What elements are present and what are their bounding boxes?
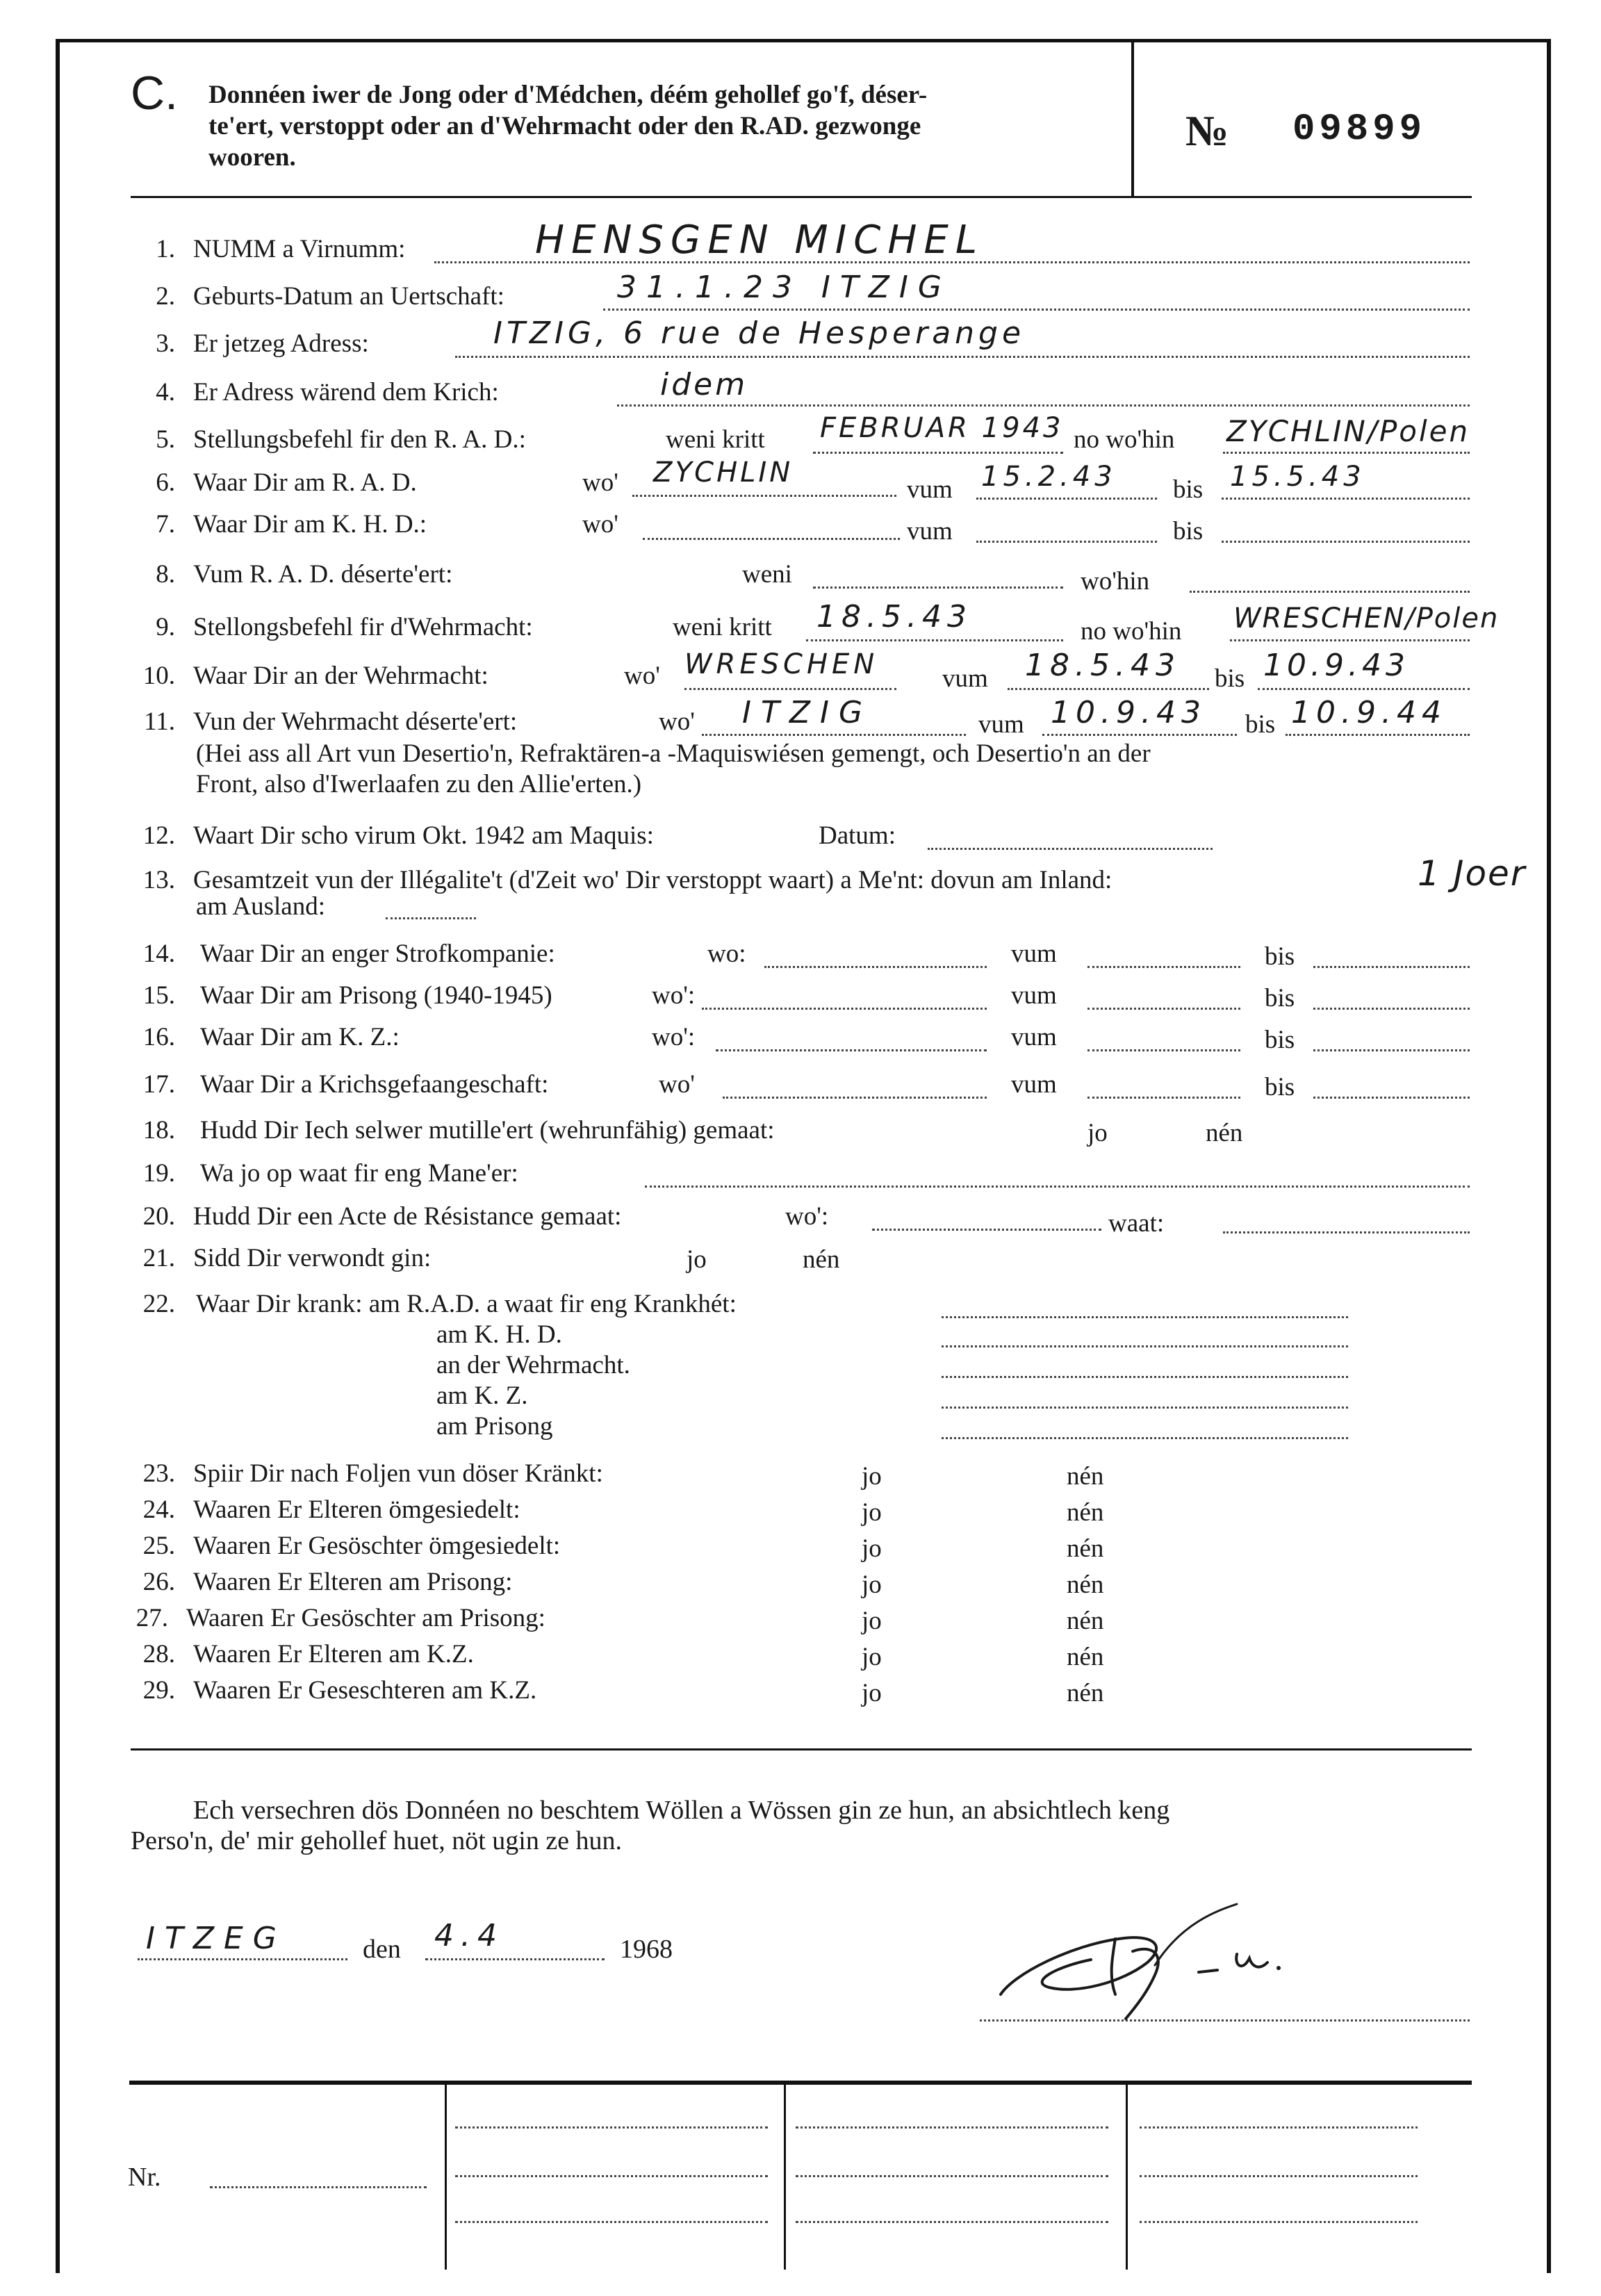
strofkompanie-label: Waar Dir an enger Strofkompanie: [200,940,555,968]
row-25-number: 25. [142,1532,175,1560]
wehrmacht-order-weni-value: 18.5.43 [816,599,972,634]
footer-top-rule [129,2081,1472,2085]
mutilation-label: Hudd Dir Iech selwer mutille'ert (wehrunfähig) gemaat: [200,1116,775,1145]
row-19-number: 19. [142,1159,175,1188]
birth-label: Geburts-Datum an Uertschaft: [193,282,504,311]
rad-service-label: Waar Dir am R. A. D. [193,468,417,497]
illness-khd-label: am K. H. D. [436,1320,562,1349]
rad-service-vum-line[interactable] [976,498,1157,500]
pow-wo-line[interactable] [723,1097,987,1099]
section-letter: C. [131,67,178,120]
war-address-value: idem [660,367,748,402]
pow-bis-line[interactable] [1313,1097,1470,1099]
after-effects-nen-option[interactable]: nén [1067,1462,1104,1491]
illness-prisong-label: am Prisong [436,1412,553,1441]
resistance-waat-label: waat: [1108,1209,1165,1238]
prisong-wo-line[interactable] [702,1008,987,1010]
maquis-datum-line[interactable] [928,848,1213,850]
wehrmacht-service-wo-value: WRESCHEN [684,648,879,680]
row-17-number: 17. [142,1070,175,1099]
wehrmacht-desert-vum-line[interactable] [1042,734,1237,736]
khd-vum-label: vum [907,517,953,546]
siblings-resettled-jo-option[interactable]: jo [862,1534,882,1563]
illegality-ausland-line[interactable] [386,917,476,919]
date-value: 4.4 [434,1918,504,1953]
row-8-number: 8. [156,560,175,589]
wehrmacht-service-wo-label: wo' [624,662,660,690]
row-12-number: 12. [142,821,175,850]
wehrmacht-desert-bis-value: 10.9.44 [1291,695,1447,730]
parents-resettled-jo-option[interactable]: jo [862,1498,882,1527]
after-effects-label: Spiir Dir nach Foljen vun döser Kränkt: [193,1459,603,1488]
prisong-vum-line[interactable] [1087,1008,1240,1010]
row-13-number: 13. [142,866,175,894]
rad-service-vum-label: vum [907,475,953,504]
kz-bis-label: bis [1265,1026,1295,1054]
wehrmacht-service-label: Waar Dir an der Wehrmacht: [193,662,488,690]
row-3-number: 3. [156,329,175,358]
wehrmacht-service-bis-line[interactable] [1258,688,1470,690]
siblings-kz-jo-option[interactable]: jo [862,1679,882,1707]
prisong-wo-label: wo': [652,981,696,1010]
prisong-bis-label: bis [1265,984,1295,1012]
illegality-ausland-label: am Ausland: [196,892,326,921]
footer-cell-2-line-1[interactable] [796,2126,1108,2129]
prisong-label: Waar Dir am Prisong (1940-1945) [200,981,552,1010]
header-title-line1: Donnéen iwer de Jong oder d'Médchen, déém gehollef go'f, déser- [208,81,928,109]
row-24-number: 24. [142,1495,175,1524]
pow-wo-label: wo' [659,1070,695,1099]
pow-vum-line[interactable] [1087,1097,1240,1099]
footer-cell-2-line-3[interactable] [796,2221,1108,2223]
row-9-number: 9. [156,613,175,641]
wounded-label: Sidd Dir verwondt gin: [193,1244,432,1272]
address-label: Er jetzeg Adress: [193,329,369,358]
row-27-number: 27. [136,1604,168,1632]
declaration-line2: Perso'n, de' mir gehollef huet, nöt ugin ze hun. [131,1826,623,1855]
strofkompanie-vum-label: vum [1011,940,1057,968]
address-value: ITZIG, 6 rue de Hesperange [493,315,1026,351]
khd-label: Waar Dir am K. H. D.: [193,510,427,539]
declaration-rule [131,1748,1472,1750]
rad-service-vum-value: 15.2.43 [981,461,1117,493]
parents-prison-label: Waaren Er Elteren am Prisong: [193,1568,513,1596]
wounded-jo-option[interactable]: jo [687,1245,707,1274]
rad-order-weni-value: FEBRUAR 1943 [820,412,1064,444]
footer-cell-3-line-1[interactable] [1140,2126,1418,2129]
row-23-number: 23. [142,1459,175,1488]
wehrmacht-desert-bis-line[interactable] [1286,734,1470,736]
siblings-resettled-nen-option[interactable]: nén [1067,1534,1104,1563]
footer-cell-1-line-2[interactable] [455,2175,768,2177]
wehrmacht-desert-label: Vun der Wehrmacht déserte'ert: [193,707,518,736]
row-28-number: 28. [142,1640,175,1668]
wehrmacht-order-weni-line[interactable] [806,639,1063,641]
name-value: HENSGEN MICHEL [535,218,985,263]
parents-resettled-nen-option[interactable]: nén [1067,1498,1104,1527]
rad-desert-weni-line[interactable] [813,587,1063,589]
kz-wo-line[interactable] [716,1049,987,1051]
kz-vum-line[interactable] [1087,1049,1240,1051]
parents-kz-jo-option[interactable]: jo [862,1643,882,1671]
strofkompanie-wo-label: wo: [707,940,746,968]
parents-kz-label: Waaren Er Elteren am K.Z. [193,1640,474,1668]
rad-service-wo-label: wo' [582,468,618,497]
rad-desert-label: Vum R. A. D. déserte'ert: [193,560,453,589]
row-18-number: 18. [142,1116,175,1145]
khd-vum-line[interactable] [976,541,1157,543]
nr-label: Nr. [128,2163,161,2192]
place-value: ITZEG [146,1921,286,1956]
illness-wehrmacht-label: an der Wehrmacht. [436,1351,630,1379]
wehrmacht-order-label: Stellongsbefehl fir d'Wehrmacht: [193,613,533,641]
header-title-line3: wooren. [208,143,296,172]
siblings-resettled-label: Waaren Er Gesöschter ömgesiedelt: [193,1532,561,1560]
wehrmacht-desert-bis-label: bis [1245,710,1276,739]
after-effects-jo-option[interactable]: jo [862,1462,882,1491]
pow-vum-label: vum [1011,1070,1057,1099]
header-rule [131,196,1472,198]
nr-line[interactable] [210,2186,427,2188]
rad-service-bis-value: 15.5.43 [1230,461,1365,493]
rad-service-bis-label: bis [1173,475,1204,504]
birth-field-line[interactable] [603,309,1470,311]
illegality-label: Gesamtzeit vun der Illégalite't (d'Zeit wo' Dir verstoppt waart) a Me'nt: dovun am Inland: [193,866,1113,894]
kz-wo-label: wo': [652,1023,696,1051]
resistance-wo-line[interactable] [872,1229,1101,1231]
row-4-number: 4. [156,378,175,407]
row-11-number: 11. [144,707,175,736]
wounded-nen-option[interactable]: nén [803,1245,840,1274]
rad-order-weni-line[interactable] [813,452,1063,454]
footer-divider-3 [1126,2085,1128,2270]
siblings-kz-label: Waaren Er Geseschteren am K.Z. [193,1676,537,1705]
rad-service-wo-value: ZYCHLIN [653,457,794,489]
footer-divider-1 [445,2085,447,2270]
desertion-note-line1: (Hei ass all Art vun Desertio'n, Refraktären-a -Maquiswiésen gemengt, och Desertio'n an der [196,739,1151,768]
signature-graphic [973,1890,1292,2022]
wehrmacht-service-bis-value: 10.9.43 [1263,648,1409,683]
footer-cell-1-line-3[interactable] [455,2221,768,2223]
row-6-number: 6. [156,468,175,497]
wehrmacht-desert-vum-value: 10.9.43 [1051,695,1206,730]
den-label: den [363,1935,401,1964]
parents-prison-jo-option[interactable]: jo [862,1571,882,1599]
header-title-line2: te'ert, verstoppt oder an d'Wehrmacht oder den R.AD. gezwonge [208,112,921,140]
year-label: 1968 [620,1935,673,1964]
form-number: 09899 [1292,108,1427,151]
prisong-vum-label: vum [1011,981,1057,1010]
declaration-line1: Ech versechren dös Donnéen no beschtem Wöllen a Wössen gin ze hun, an absichtlech keng [193,1796,1170,1825]
row-22-number: 22. [142,1290,175,1318]
resistance-label: Hudd Dir een Acte de Résistance gemaat: [193,1202,622,1231]
rad-order-label: Stellungsbefehl fir den R. A. D.: [193,425,526,454]
rad-desert-weni-label: weni [742,560,792,589]
khd-wo-line[interactable] [643,538,900,540]
illegality-inland-value: 1 Joer [1418,853,1527,894]
row-14-number: 14. [142,940,175,968]
pow-bis-label: bis [1265,1073,1295,1101]
rad-order-wohin-value: ZYCHLIN/Polen [1226,414,1470,448]
khd-wo-label: wo' [582,510,618,539]
row-21-number: 21. [142,1244,175,1272]
wehrmacht-service-vum-line[interactable] [1008,688,1209,690]
row-7-number: 7. [156,510,175,539]
khd-bis-line[interactable] [1222,541,1470,543]
illness-wehrmacht-line[interactable] [942,1376,1348,1378]
date-line[interactable] [425,1958,605,1960]
manner-label: Wa jo op waat fir eng Mane'er: [200,1159,518,1188]
siblings-prison-jo-option[interactable]: jo [862,1607,882,1635]
maquis-label: Waart Dir scho virum Okt. 1942 am Maquis: [193,821,654,850]
header-divider [1131,42,1134,196]
parents-prison-nen-option[interactable]: nén [1067,1571,1104,1599]
row-2-number: 2. [156,282,175,311]
wehrmacht-service-wo-line[interactable] [684,688,896,690]
strofkompanie-bis-line[interactable] [1313,966,1470,968]
illness-kz-line[interactable] [942,1407,1348,1409]
rad-order-weni-label: weni kritt [666,425,765,454]
manner-line[interactable] [645,1186,1470,1188]
illness-label: Waar Dir krank: am R.A.D. a waat fir eng Krankhét: [196,1290,737,1318]
wehrmacht-service-vum-value: 18.5.43 [1025,648,1181,683]
resistance-waat-line[interactable] [1223,1231,1470,1233]
desertion-note-line2: Front, also d'Iwerlaafen zu den Allie'erten.) [196,770,642,798]
khd-bis-label: bis [1173,517,1204,546]
number-symbol: № [1185,108,1229,155]
illness-prisong-line[interactable] [942,1437,1348,1439]
rad-desert-wohin-label: wo'hin [1081,567,1150,596]
parents-resettled-label: Waaren Er Elteren ömgesiedelt: [193,1495,520,1524]
illness-kz-label: am K. Z. [436,1381,528,1410]
place-line[interactable] [138,1958,347,1960]
strofkompanie-vum-line[interactable] [1087,966,1240,968]
rad-desert-wohin-line[interactable] [1190,591,1470,593]
wehrmacht-service-bis-label: bis [1215,664,1245,693]
strofkompanie-wo-line[interactable] [764,966,987,968]
rad-order-wohin-line[interactable] [1223,452,1470,454]
wehrmacht-desert-wo-line[interactable] [702,734,966,736]
illness-khd-line[interactable] [942,1345,1348,1347]
kz-label: Waar Dir am K. Z.: [200,1023,400,1051]
mutilation-nen-option[interactable]: nén [1206,1119,1243,1147]
strofkompanie-bis-label: bis [1265,942,1295,971]
wehrmacht-order-wohin-line[interactable] [1230,639,1470,641]
mutilation-jo-option[interactable]: jo [1087,1119,1108,1147]
row-10-number: 10. [142,662,175,690]
footer-cell-1-line-1[interactable] [455,2126,768,2129]
kz-vum-label: vum [1011,1023,1057,1051]
footer-divider-2 [784,2085,786,2270]
birth-value: 31.1.23 ITZIG [617,270,951,305]
wehrmacht-order-weni-label: weni kritt [673,613,772,641]
row-16-number: 16. [142,1023,175,1051]
address-field-line[interactable] [455,356,1470,358]
illness-rad-line[interactable] [942,1316,1348,1318]
maquis-datum-label: Datum: [819,821,896,850]
pow-label: Waar Dir a Krichsgefaangeschaft: [200,1070,549,1099]
wehrmacht-desert-wo-label: wo' [659,707,695,736]
row-20-number: 20. [142,1202,175,1231]
rad-service-bis-line[interactable] [1222,498,1470,500]
footer-cell-2-line-2[interactable] [796,2175,1108,2177]
rad-service-wo-line[interactable] [632,495,896,497]
siblings-prison-nen-option[interactable]: nén [1067,1607,1104,1635]
rad-order-wohin-label: no wo'hin [1074,425,1175,454]
row-29-number: 29. [142,1676,175,1705]
wehrmacht-desert-vum-label: vum [978,710,1024,739]
wehrmacht-desert-wo-value: ITZIG [742,695,873,730]
kz-bis-line[interactable] [1313,1049,1470,1051]
war-address-field-line[interactable] [617,404,1470,407]
siblings-prison-label: Waaren Er Gesöschter am Prisong: [186,1604,545,1632]
footer-cell-3-line-2[interactable] [1140,2175,1418,2177]
wehrmacht-service-vum-label: vum [942,664,988,693]
wehrmacht-order-wohin-label: no wo'hin [1081,617,1182,646]
wehrmacht-order-wohin-value: WRESCHEN/Polen [1233,602,1500,634]
row-1-number: 1. [156,235,175,263]
siblings-kz-nen-option[interactable]: nén [1067,1679,1104,1707]
name-label: NUMM a Virnumm: [193,235,406,263]
row-5-number: 5. [156,425,175,454]
row-26-number: 26. [142,1568,175,1596]
footer-cell-3-line-3[interactable] [1140,2221,1418,2223]
war-address-label: Er Adress wärend dem Krich: [193,378,499,407]
row-15-number: 15. [142,981,175,1010]
resistance-wo-label: wo': [785,1202,829,1231]
prisong-bis-line[interactable] [1313,1008,1470,1010]
parents-kz-nen-option[interactable]: nén [1067,1643,1104,1671]
